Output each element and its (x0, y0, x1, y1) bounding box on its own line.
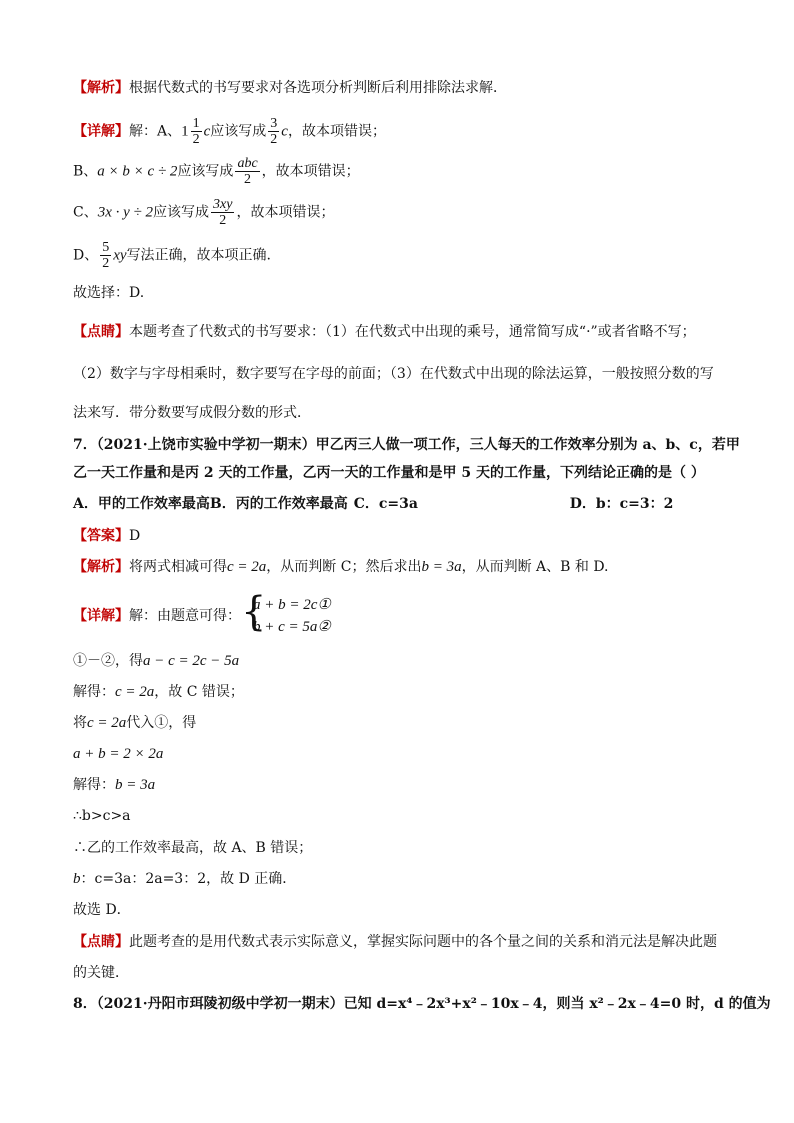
q7-analysis (73, 557, 609, 577)
math-expr: a × b × c ÷ 2 (97, 163, 178, 180)
q7-step-6: ∴b>c>a (73, 808, 131, 824)
q6-detail-line-d (73, 240, 271, 271)
text: 解得： (73, 684, 115, 700)
equation-system (241, 589, 331, 638)
option-b: B．丙的工作效率最高 (209, 496, 348, 512)
q7-step-8 (73, 869, 296, 889)
math-expr: c = 2a (227, 559, 267, 575)
option-a: A．甲的工作效率最高 (73, 496, 210, 512)
text: 应该写成 (153, 204, 210, 221)
option-prefix: C、 (73, 204, 98, 221)
text: 应该写成 (177, 163, 234, 180)
q7-step-3 (73, 713, 196, 733)
detail-prefix: 解：A、 (129, 123, 182, 140)
text: ，从而判断 C；然后求出 (266, 559, 422, 575)
math-expr: b = 3a (115, 777, 156, 793)
option-d: D．b：c=3：2 (569, 496, 674, 512)
frac-num: abc (237, 156, 258, 171)
q7-step-2 (73, 682, 244, 702)
analysis-tag: 【解析】 (73, 559, 129, 575)
text: ①－②，得 (73, 653, 143, 669)
analysis-tag: 【解析】 (73, 80, 129, 96)
comment-text: 此题考查的是用代数式表示实际意义，掌握实际问题中的各个量之间的关系和消元法是解决此题 (129, 934, 717, 950)
q6-comment-line-1 (73, 322, 696, 342)
equation-1: a + b = 2c① (253, 597, 331, 613)
math-var: c (281, 123, 288, 140)
frac-den: 2 (102, 256, 110, 271)
fraction (100, 240, 111, 271)
frac-den: 2 (192, 132, 200, 147)
q7-choose: 故选 D． (73, 902, 131, 918)
equation-2: b + c = 5a② (253, 619, 331, 635)
brace-icon: { (241, 589, 267, 635)
frac-den: 2 (270, 132, 278, 147)
analysis-text: 根据代数式的书写要求对各选项分析判断后利用排除法求解． (129, 80, 507, 96)
answer-tag: 【答案】 (73, 528, 129, 544)
math-var: c (203, 123, 211, 140)
option-prefix: B、 (73, 163, 98, 180)
text: ，故本项错误； (287, 123, 386, 140)
text: ，从而判断 A、B 和 D. (461, 559, 609, 575)
q7-answer (73, 526, 140, 546)
q7-step-1 (73, 651, 239, 671)
q6-detail-line-b (73, 156, 360, 187)
detail-tag: 【详解】 (73, 608, 129, 624)
q7-step-4: a + b = 2 × 2a (73, 746, 164, 762)
q7-options (73, 494, 673, 514)
math-var: b (73, 871, 81, 887)
text: 解：由题意可得： (129, 608, 241, 624)
text: 代入①，得 (126, 715, 197, 731)
fraction (211, 197, 234, 228)
q7-comment-line-2: 的关键． (73, 965, 129, 981)
q6-detail-line-a (73, 116, 386, 147)
q6-detail-line-c (73, 197, 334, 228)
q8-stem: 8．（2021·丹阳市珥陵初级中学初一期末）已知 d=x⁴﹣2x³+x²﹣10x﹣4，则当 x²﹣2x﹣4=0 时，d 的值为 (73, 996, 771, 1012)
frac-num: 3 (270, 116, 278, 131)
q7-stem-line-1: 7．（2021·上饶市实验中学初一期末）甲乙丙三人做一项工作，三人每天的工作效率分别为 a、b、c，若甲 (73, 437, 740, 453)
q6-analysis-line (73, 78, 507, 98)
math-expr: a − c = 2c − 5a (143, 653, 240, 669)
frac-den: 2 (244, 172, 252, 187)
frac-num: 3xy (213, 197, 233, 212)
q7-stem-line-2: 乙一天工作量和是丙 2 天的工作量，乙丙一天的工作量和是甲 5 天的工作量，下列结论正确的是（ ） (73, 465, 705, 481)
fraction (268, 116, 279, 147)
comment-tag: 【点睛】 (73, 934, 129, 950)
q7-step-5 (73, 775, 155, 795)
frac-num: 5 (102, 240, 110, 255)
text: 应该写成 (210, 123, 267, 140)
math-expr: c = 2a (115, 684, 155, 700)
answer-value: D (129, 528, 141, 544)
detail-tag: 【详解】 (73, 123, 129, 140)
math-expr: b = 3a (421, 559, 462, 575)
frac-den: 2 (219, 213, 227, 228)
text: ：c=3a：2a=3：2，故 D 正确． (80, 871, 297, 887)
q7-step-7: ∴乙的工作效率最高，故 A、B 错误； (73, 840, 313, 856)
q6-comment-line-3: 法来写．带分数要写成假分数的形式． (73, 405, 311, 421)
mixed-whole: 1 (181, 123, 189, 140)
text: 写法正确，故本项正确. (126, 247, 272, 264)
comment-tag: 【点睛】 (73, 324, 129, 340)
fraction (235, 156, 259, 187)
text: ，故 C 错误； (154, 684, 244, 700)
option-prefix: D、 (73, 247, 99, 264)
text: ，故本项错误； (261, 163, 360, 180)
text: 解得： (73, 777, 115, 793)
option-c: C．c=3a (353, 496, 418, 512)
math-var: xy (113, 247, 127, 264)
math-expr: 3x · y ÷ 2 (97, 204, 154, 221)
q6-comment-line-2: （2）数字与字母相乘时，数字要写在字母的前面；（3）在代数式中出现的除法运算，一般按照分数的写 (73, 366, 714, 382)
text: 将两式相减可得 (129, 559, 227, 575)
q6-choose: 故选择：D. (73, 285, 145, 301)
math-expr: c = 2a (87, 715, 127, 731)
q7-comment-line-1 (73, 932, 717, 952)
q7-detail-system (73, 589, 331, 639)
fraction (191, 116, 202, 147)
text: ，故本项错误； (236, 204, 335, 221)
comment-text: 本题考查了代数式的书写要求：（1）在代数式中出现的乘号，通常简写成“·”或者省略不写； (129, 324, 696, 340)
text: 将 (73, 715, 87, 731)
frac-num: 1 (192, 116, 200, 131)
